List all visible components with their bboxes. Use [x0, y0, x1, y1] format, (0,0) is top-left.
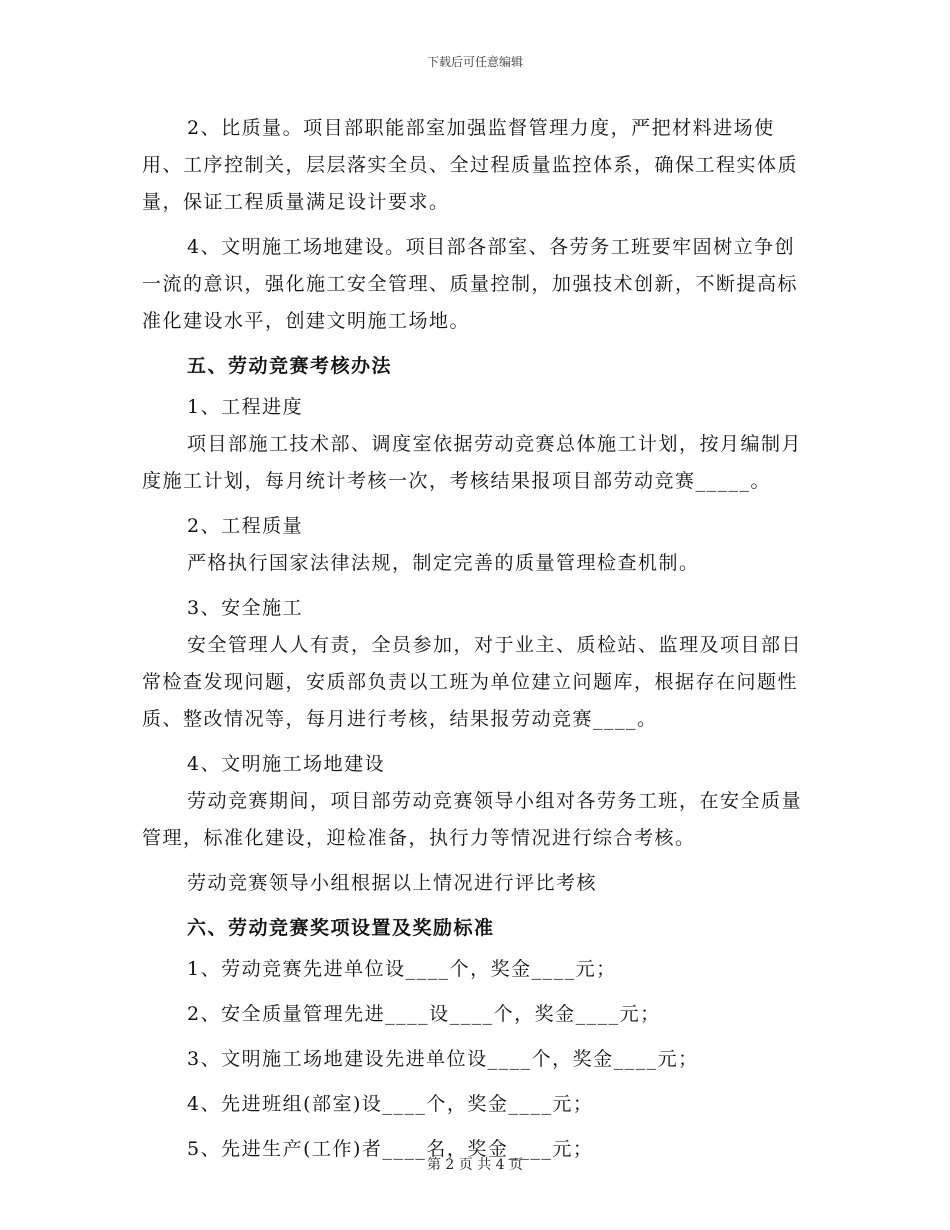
- subsection-text-civilized-2: 劳动竞赛领导小组根据以上情况进行评比考核: [187, 872, 598, 894]
- section-heading-awards: 六、劳动竞赛奖项设置及奖励标准: [187, 917, 495, 939]
- subsection-text-civilized: 劳动竞赛期间，项目部劳动竞赛领导小组对各劳务工班，在安全质量管理，标准化建设，迎检准备，执行力等情况进行综合考核。: [142, 790, 803, 849]
- section-heading-assessment: 五、劳动竞赛考核办法: [187, 355, 393, 377]
- award-item: 1、劳动竞赛先进单位设____个，奖金____元；: [187, 958, 617, 980]
- paragraph-civilized-site: 4、文明施工场地建设。项目部各部室、各劳务工班要牢固树立争创一流的意识，强化施工安全管理、质量控制，加强技术创新，不断提高标准化建设水平，创建文明施工场地。: [142, 236, 799, 332]
- award-item: 2、安全质量管理先进____设____个，奖金____元；: [187, 1003, 661, 1025]
- subsection-title-progress: 1、工程进度: [187, 396, 304, 418]
- paragraph-quality: 2、比质量。项目部职能部室加强监督管理力度，严把材料进场使用、工序控制关，层层落实全员、全过程质量监控体系，确保工程实体质量，保证工程质量满足设计要求。: [142, 117, 799, 213]
- subsection-text-quality: 严格执行国家法律法规，制定完善的质量管理检查机制。: [187, 552, 700, 574]
- subsection-text-safety: 安全管理人人有责，全员参加，对于业主、质检站、监理及项目部日常检查发现问题，安质部负责以工班为单位建立问题库，根据存在问题性质、整改情况等，每月进行考核，结果报劳动竞赛____。: [142, 634, 803, 730]
- subsection-text-progress: 项目部施工技术部、调度室依据劳动竞赛总体施工计划，按月编制月度施工计划，每月统计考核一次，考核结果报项目部劳动竞赛_____。: [142, 433, 803, 492]
- page-header: 下载后可任意编辑: [426, 55, 523, 69]
- award-item: 4、先进班组(部室)设____个，奖金____元；: [187, 1093, 594, 1115]
- page-footer: 第 2 页 共 4 页: [426, 1157, 524, 1173]
- subsection-title-civilized: 4、文明施工场地建设: [187, 753, 386, 775]
- subsection-title-safety: 3、安全施工: [187, 597, 304, 619]
- subsection-title-quality: 2、工程质量: [187, 515, 304, 537]
- award-item: 5、先进生产(工作)者____名，奖金____元；: [187, 1138, 594, 1160]
- document-body: [142, 110, 810, 1176]
- award-item: 3、文明施工场地建设先进单位设____个，奖金____元；: [187, 1048, 699, 1070]
